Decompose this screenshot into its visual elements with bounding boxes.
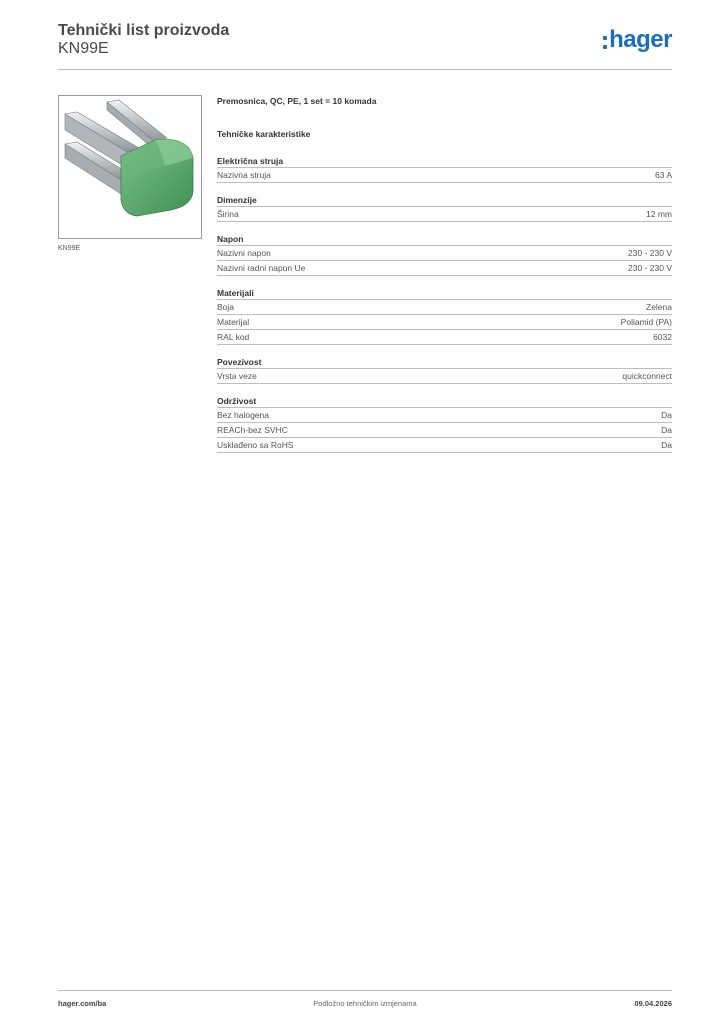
- spec-label: RAL kod: [217, 332, 250, 342]
- spec-group-sustainability: [217, 396, 672, 453]
- spec-value: Da: [661, 425, 672, 435]
- product-image-caption: KN99E: [58, 245, 81, 252]
- spec-group-dimensions: [217, 195, 672, 222]
- spec-group-voltage: [217, 234, 672, 276]
- spec-value: quickconnect: [622, 371, 672, 381]
- spec-value: 230 - 230 V: [628, 263, 672, 273]
- spec-row: [217, 330, 672, 345]
- spec-group-title: Napon: [217, 234, 672, 246]
- spec-group-title: Materijali: [217, 288, 672, 300]
- spec-label: Vrsta veze: [217, 371, 257, 381]
- spec-value: Zelena: [646, 302, 672, 312]
- page-footer: [58, 990, 672, 1010]
- product-code: KN99E: [58, 40, 109, 57]
- spec-row: [217, 300, 672, 315]
- page-title: Tehnički list proizvoda: [58, 22, 230, 39]
- spec-group-title: Dimenzije: [217, 195, 672, 207]
- product-details: [217, 96, 672, 453]
- spec-label: Nazivni radni napon Ue: [217, 263, 306, 273]
- spec-label: Boja: [217, 302, 235, 312]
- product-description: Premosnica, QC, PE, 1 set = 10 komada: [217, 96, 377, 106]
- spec-value: 230 - 230 V: [628, 248, 672, 258]
- hager-logo[interactable]: hager: [603, 26, 672, 54]
- spec-group-title: Održivost: [217, 396, 672, 408]
- spec-label: Nazivna struja: [217, 170, 271, 180]
- spec-group-connectivity: [217, 357, 672, 384]
- spec-row: [217, 408, 672, 423]
- spec-label: REACh-bez SVHC: [217, 425, 288, 435]
- spec-value: Da: [661, 410, 672, 420]
- spec-row: [217, 168, 672, 183]
- page-header: [58, 20, 672, 70]
- product-image: [58, 95, 202, 239]
- spec-label: Nazivni napon: [217, 248, 271, 258]
- spec-group-title: Električna struja: [217, 156, 672, 168]
- spec-label: Usklađeno sa RoHS: [217, 440, 294, 450]
- spec-value: 63 A: [654, 170, 672, 180]
- spec-value: 6032: [653, 332, 672, 342]
- logo-dots-icon: [603, 36, 607, 49]
- spec-value: Poliamid (PA): [620, 317, 672, 327]
- spec-group-materials: [217, 288, 672, 345]
- spec-row: [217, 438, 672, 453]
- spec-label: Širina: [217, 209, 239, 219]
- spec-value: 12 mm: [646, 209, 672, 219]
- spec-row: [217, 246, 672, 261]
- spec-group-title: Povezivost: [217, 357, 672, 369]
- spec-group-current: [217, 156, 672, 183]
- spec-label: Bez halogena: [217, 410, 269, 420]
- spec-row: [217, 423, 672, 438]
- spec-label: Materijal: [217, 317, 250, 327]
- green-busbar-connector-image: [59, 96, 201, 238]
- spec-row: [217, 369, 672, 384]
- spec-row: [217, 207, 672, 222]
- spec-row: [217, 261, 672, 276]
- technical-characteristics-heading: Tehničke karakteristike: [217, 129, 311, 139]
- spec-row: [217, 315, 672, 330]
- footer-website-link[interactable]: hager.com/ba: [58, 999, 107, 1008]
- spec-value: Da: [661, 440, 672, 450]
- footer-disclaimer: Podložno tehničkim izmjenama: [313, 999, 417, 1008]
- footer-date: 09.04.2026: [634, 999, 672, 1008]
